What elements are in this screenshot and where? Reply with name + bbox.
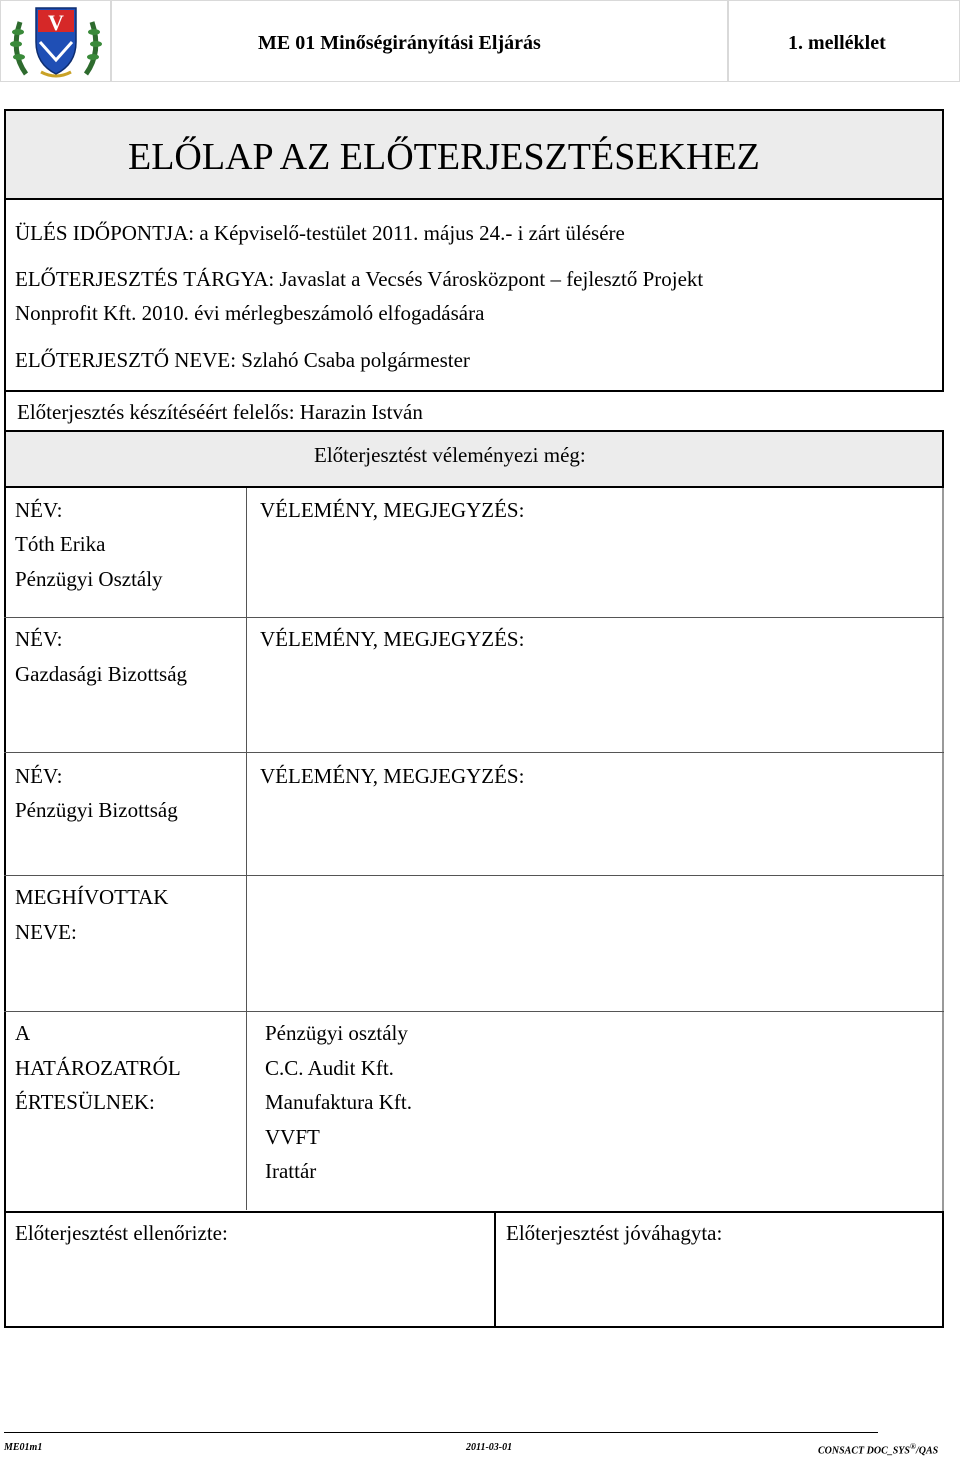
responsible-line: Előterjesztés készítéséért felelős: Harazin István [17,400,423,424]
presenter-line: ELŐTERJESZTŐ NEVE: Szlahó Csaba polgármester [15,348,470,372]
reviewers-heading-band [4,430,944,488]
session-line: ÜLÉS IDŐPONTJA: a Képviselő-testület 2011. május 24.- i zárt ülésére [15,221,625,245]
recipient-item: Irattár [265,1159,317,1183]
header-title: ME 01 Minőségirányítási Eljárás [258,32,541,54]
name-label: NÉV: [15,764,63,788]
checked-by-label: Előterjesztést ellenőrizte: [15,1221,228,1245]
notified-label-1: A [15,1021,31,1045]
approved-by-label: Előterjesztést jóváhagyta: [506,1221,723,1245]
opinion-label: VÉLEMÉNY, MEGJEGYZÉS: [260,764,525,788]
reviewers-heading: Előterjesztést véleményezi még: [314,443,586,467]
header-title-cell [111,0,728,82]
recipient-item: Manufaktura Kft. [265,1090,412,1114]
name-label: NÉV: [15,627,63,651]
footer-doc-code: ME01m1 [4,1442,43,1453]
footer-rule [4,1432,878,1433]
footer-system: CONSACT DOC_SYS®/QAS [818,1442,939,1457]
main-title: ELŐLAP AZ ELŐTERJESZTÉSEKHEZ [128,136,760,178]
name-label: NÉV: [15,498,63,522]
recipient-item: C.C. Audit Kft. [265,1056,394,1080]
title-band [4,109,944,200]
notified-label-3: ÉRTESÜLNEK: [15,1090,155,1114]
header-annex-cell [728,0,960,82]
subject-line-2: Nonprofit Kft. 2010. évi mérlegbeszámoló elfogadására [15,301,485,325]
reviewer-name: Gazdasági Bizottság [15,662,188,686]
invited-label-1: MEGHÍVOTTAK [15,885,169,909]
opinion-label: VÉLEMÉNY, MEGJEGYZÉS: [260,498,525,522]
subject-line-1: ELŐTERJESZTÉS TÁRGYA: Javaslat a Vecsés Városközpont – fejlesztő Projekt [15,267,704,291]
svg-text:V: V [48,10,64,35]
footer-date: 2011-03-01 [466,1442,513,1453]
reviewer-name: Pénzügyi Bizottság [15,798,178,822]
recipient-item: VVFT [265,1125,320,1149]
opinion-label: VÉLEMÉNY, MEGJEGYZÉS: [260,627,525,651]
coat-of-arms-logo [6,2,106,82]
reviewer-name: Tóth Erika [15,532,106,556]
notified-label-2: HATÁROZATRÓL [15,1056,181,1080]
invited-label-2: NEVE: [15,920,77,944]
recipient-item: Pénzügyi osztály [265,1021,408,1045]
reviewer-unit: Pénzügyi Osztály [15,567,163,591]
header-annex: 1. melléklet [788,32,886,54]
logo-cell [0,0,111,82]
